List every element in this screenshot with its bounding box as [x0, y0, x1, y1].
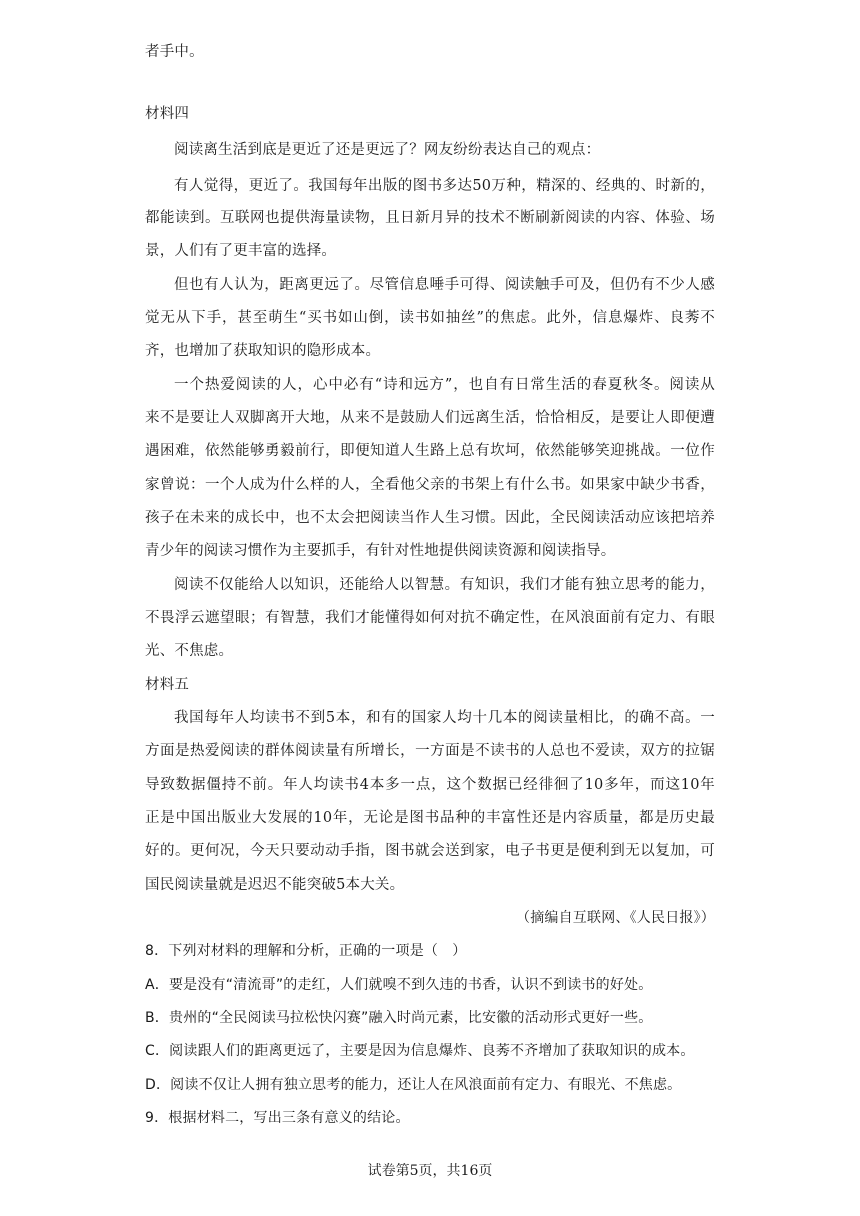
text-line: 来不是要让人双脚离开大地，从来不是鼓励人们远离生活，恰恰相反，是要让人即便遭 — [145, 410, 715, 426]
question-8: 8．下列对材料的理解和分析，正确的一项是（ ） — [145, 943, 467, 959]
text-line: 有人觉得，更近了。我国每年出版的图书多达50万种，精深的、经典的、时新的， — [174, 178, 715, 194]
text-line: 光、不焦虑。 — [145, 643, 234, 659]
text-line: 家曾说：一个人成为什么样的人，全看他父亲的书架上有什么书。如果家中缺少书香， — [145, 477, 715, 493]
text-line: 阅读离生活到底是更近了还是更远了？网友纷纷表达自己的观点： — [174, 142, 601, 158]
text-line: 阅读不仅能给人以知识，还能给人以智慧。有知识，我们才能有独立思考的能力， — [174, 577, 715, 593]
text-line: 景，人们有了更丰富的选择。 — [145, 243, 337, 259]
text-line: 齐，也增加了获取知识的隐形成本。 — [145, 343, 381, 359]
text-line: 正是中国出版业大发展的10年，无论是图书品种的丰富性还是内容质量，都是历史最 — [145, 810, 715, 826]
page-footer: 试卷第5页，共16页 — [367, 1163, 493, 1179]
text-line: 孩子在未来的成长中，也不太会把阅读当作人生习惯。因此，全民阅读活动应该把培养 — [145, 510, 715, 526]
section-heading-material-5: 材料五 — [145, 677, 190, 693]
text-line: 我国每年人均读书不到5本，和有的国家人均十几本的阅读量相比，的确不高。一 — [174, 710, 715, 726]
text-line: 但也有人认为，距离更远了。尽管信息唾手可得、阅读触手可及，但仍有不少人感 — [174, 277, 715, 293]
text-line: 好的。更何况，今天只要动动手指，图书就会送到家，电子书更是便利到无以复加，可 — [145, 843, 715, 859]
text-line: 国民阅读量就是迟迟不能突破5本大关。 — [145, 877, 405, 893]
text-line: 者手中。 — [145, 44, 204, 60]
text-line: 都能读到。互联网也提供海量读物，且日新月异的技术不断刷新阅读的内容、体验、场 — [145, 210, 715, 226]
option-b: B．贵州的“全民阅读马拉松快闪赛”融入时尚元素，比安徽的活动形式更好一些。 — [145, 1010, 653, 1026]
option-c: C．阅读跟人们的距离更远了，主要是因为信息爆炸、良莠不齐增加了获取知识的成本。 — [145, 1043, 695, 1059]
text-line: 不畏浮云遮望眼；有智慧，我们才能懂得如何对抗不确定性，在风浪面前有定力、有眼 — [145, 610, 715, 626]
text-line: 一个热爱阅读的人，心中必有“诗和远方”，也自有日常生活的春夏秋冬。阅读从 — [174, 377, 715, 393]
text-line: 方面是热爱阅读的群体阅读量有所增长，一方面是不读书的人总也不爱读，双方的拉锯 — [145, 743, 715, 759]
text-line: 导致数据僵持不前。年人均读书4本多一点，这个数据已经徘徊了10多年，而这10年 — [145, 777, 715, 793]
option-a: A．要是没有“清流哥”的走红，人们就嗅不到久违的书香，认识不到读书的好处。 — [145, 977, 653, 993]
question-9: 9．根据材料二，写出三条有意义的结论。 — [145, 1110, 410, 1126]
source-citation: （摘编自互联网、《人民日报》） — [516, 910, 715, 926]
text-line: 遇困难，依然能够勇毅前行，即便知道人生路上总有坎坷，依然能够笑迎挑战。一位作 — [145, 443, 715, 459]
text-line: 青少年的阅读习惯作为主要抓手，有针对性地提供阅读资源和阅读指导。 — [145, 543, 616, 559]
text-line: 觉无从下手，甚至萌生“买书如山倒，读书如抽丝”的焦虑。此外，信息爆炸、良莠不 — [145, 310, 715, 326]
option-d: D．阅读不仅让人拥有独立思考的能力，还让人在风浪面前有定力、有眼光、不焦虑。 — [145, 1077, 682, 1093]
section-heading-material-4: 材料四 — [145, 106, 190, 122]
